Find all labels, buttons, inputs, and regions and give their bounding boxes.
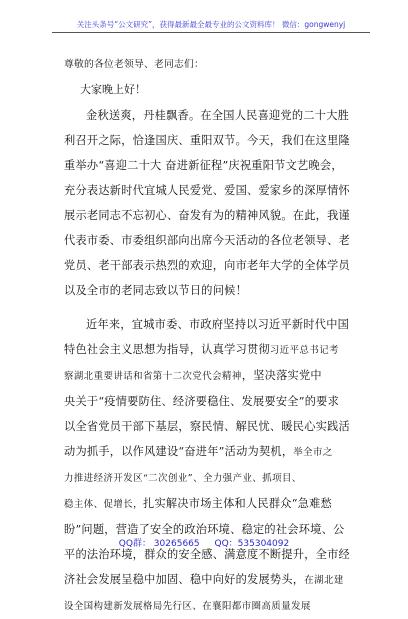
- paragraph-1-line: 党员、老干部表示热烈的欢迎，向市老年大学的全体学员: [64, 259, 350, 272]
- text-segment: 稳主体、促增长，: [64, 499, 144, 510]
- paragraph-1-line: 利召开之际，恰逢国庆、重阳双节。今天，我们在这里隆: [64, 134, 350, 147]
- text-segment: 扎实解决市场主体和人民群众“急难愁: [143, 497, 332, 510]
- paragraph-1-line: 以及全市的老同志致以节日的问候！: [64, 284, 248, 297]
- text-segment: 近年来，宜城市委、市政府坚持以习近平新时代中国: [86, 318, 350, 331]
- text-segment: 举全市之: [293, 447, 333, 458]
- footer-qq-number: QQ：535304092: [214, 539, 290, 549]
- text-segment: 平的法治环境，群众的安全感、满意度不断提升，全市经: [64, 548, 350, 561]
- document-body: [64, 55, 364, 619]
- text-segment: 习近平总书记考: [269, 345, 340, 356]
- text-segment: 设全国构建新发展格局先行区、在襄阳都市圈高质量发展: [64, 601, 311, 612]
- paragraph-2: [64, 312, 364, 619]
- header-divider: [52, 32, 370, 33]
- text-segment: 盼”问题，营造了安全的政治环境、稳定的社会环境、公: [64, 523, 345, 536]
- paragraph-1-line: 充分表达新时代宜城人民爱党、爱国、爱家乡的深厚情怀: [64, 184, 350, 197]
- paragraph-2-line: [64, 567, 364, 593]
- salutation: 尊敬的各位老领导、老同志们：: [64, 59, 204, 70]
- text-segment: 特色社会主义思想为指导，认真学习贯彻: [64, 343, 270, 356]
- paragraph-2-line: [64, 439, 364, 465]
- paragraph-1-line: 代表市委、市委组织部向出席今天活动的各位老领导、老: [64, 234, 350, 247]
- paragraph-1-line: 金秋送爽，丹桂飘香。在全国人民喜迎党的二十大胜: [86, 109, 350, 122]
- text-segment: 动为抓手，以作风建设“奋进年”活动为契机，: [64, 445, 294, 458]
- text-segment: 央关于“疫情要防住、经济要稳住、发展要安全”的要求: [64, 395, 340, 408]
- paragraph-2-line: [64, 593, 364, 619]
- paragraph-1-line: 重举办“喜迎二十大 奋进新征程”庆祝重阳节文艺晚会，: [64, 159, 343, 172]
- text-segment: 在湖北建: [304, 575, 344, 586]
- text-segment: 以全省党员干部下基层，察民情、解民忧、暖民心实践活: [64, 420, 350, 433]
- paragraph-2-line: [64, 363, 364, 389]
- paragraph-2-line: [64, 414, 364, 439]
- text-segment: 力推进经济开发区“二次创业”、全力强产业、抓项目、: [64, 473, 302, 484]
- paragraph-2-line: [64, 312, 364, 337]
- text-segment: ，坚决落实党中: [241, 369, 322, 382]
- paragraph-2-line: [64, 491, 364, 517]
- text-segment: 济社会发展呈稳中加固、稳中向好的发展势头，: [64, 573, 305, 586]
- footer-qq-group: QQ群： 30265665: [118, 539, 200, 549]
- paragraph-2-line: [64, 465, 364, 491]
- page-footer: [0, 536, 408, 549]
- page-header-banner: 关注头条号“公文研究”，获得最新最全最专业的公文资料库！ 微信：gongwenyj: [76, 20, 346, 29]
- greeting: 大家晚上好！: [80, 83, 146, 96]
- paragraph-1-line: 展示老同志不忘初心、奋发有为的精神风貌。在此，我谨: [64, 209, 350, 222]
- text-segment: 察湖北重要讲话和省第十二次党代会精神: [64, 371, 242, 382]
- paragraph-2-line: [64, 337, 364, 363]
- paragraph-2-line: [64, 389, 364, 414]
- paragraph-1: [64, 103, 364, 303]
